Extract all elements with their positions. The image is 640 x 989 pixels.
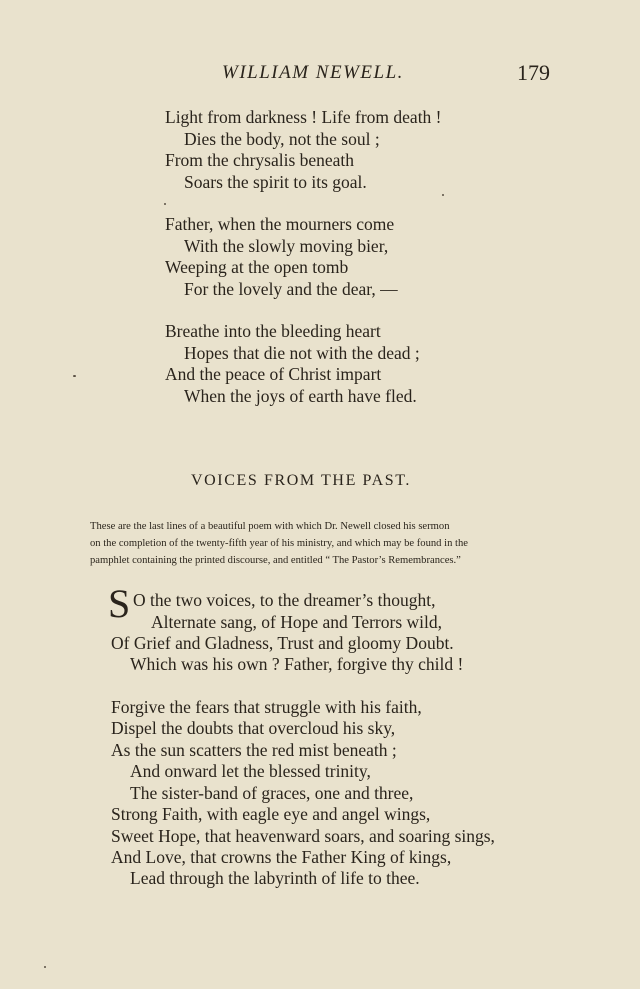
poem-line: Dies the body, not the soul ; <box>184 129 380 149</box>
note-line: pamphlet containing the printed discourse, and entitled “ The Pastor’s Remembrances.” <box>90 555 461 566</box>
poem-line: Father, when the mourners come <box>165 214 395 234</box>
poem-line: For the lovely and the dear, — <box>184 279 398 299</box>
print-speck <box>442 194 444 196</box>
poem-line: Soars the spirit to its goal. <box>184 172 367 192</box>
poem-line: And the peace of Christ impart <box>165 364 382 384</box>
print-speck <box>164 203 166 205</box>
poem-line: When the joys of earth have fled. <box>184 386 417 406</box>
poem-line: And onward let the blessed trinity, <box>130 761 371 781</box>
poem-line: Lead through the labyrinth of life to thee. <box>130 868 420 888</box>
poem-line: Sweet Hope, that heavenward soars, and soaring sings, <box>111 826 495 846</box>
poem-line: Dispel the doubts that overcloud his sky, <box>111 718 396 738</box>
section-note <box>90 518 560 569</box>
print-speck <box>73 375 76 377</box>
note-line: on the completion of the twenty-fifth year of his ministry, and which may be found in the <box>90 538 468 549</box>
poem-line: As the sun scatters the red mist beneath ; <box>111 740 397 760</box>
poem-line: Alternate sang, of Hope and Terrors wild, <box>151 612 443 632</box>
poem-line: Hopes that die not with the dead ; <box>184 343 420 363</box>
poem-line: And Love, that crowns the Father King of kings, <box>111 847 452 867</box>
drop-cap: S <box>108 581 131 626</box>
poem-line: Breathe into the bleeding heart <box>165 321 381 341</box>
poem-line: With the slowly moving bier, <box>184 236 389 256</box>
page-number: 179 <box>517 60 550 85</box>
print-speck <box>44 966 46 968</box>
poem-line: The sister-band of graces, one and three, <box>130 783 414 803</box>
poem-line: Which was his own ? Father, forgive thy child ! <box>130 654 464 674</box>
page-header <box>0 62 640 92</box>
running-head: WILLIAM NEWELL. <box>222 62 404 83</box>
poem-line: Of Grief and Gladness, Trust and gloomy Doubt. <box>111 633 454 653</box>
note-line: These are the last lines of a beautiful poem with which Dr. Newell closed his sermon <box>90 521 450 532</box>
poem-line: Light from darkness ! Life from death ! <box>165 107 442 127</box>
poem-line: Strong Faith, with eagle eye and angel wings, <box>111 804 431 824</box>
section-title: VOICES FROM THE PAST. <box>191 472 412 489</box>
poem-line: Forgive the fears that struggle with his faith, <box>111 697 422 717</box>
poem-line: From the chrysalis beneath <box>165 150 355 170</box>
poem-line: O the two voices, to the dreamer’s thought, <box>133 590 436 610</box>
poem-line: Weeping at the open tomb <box>165 257 349 277</box>
